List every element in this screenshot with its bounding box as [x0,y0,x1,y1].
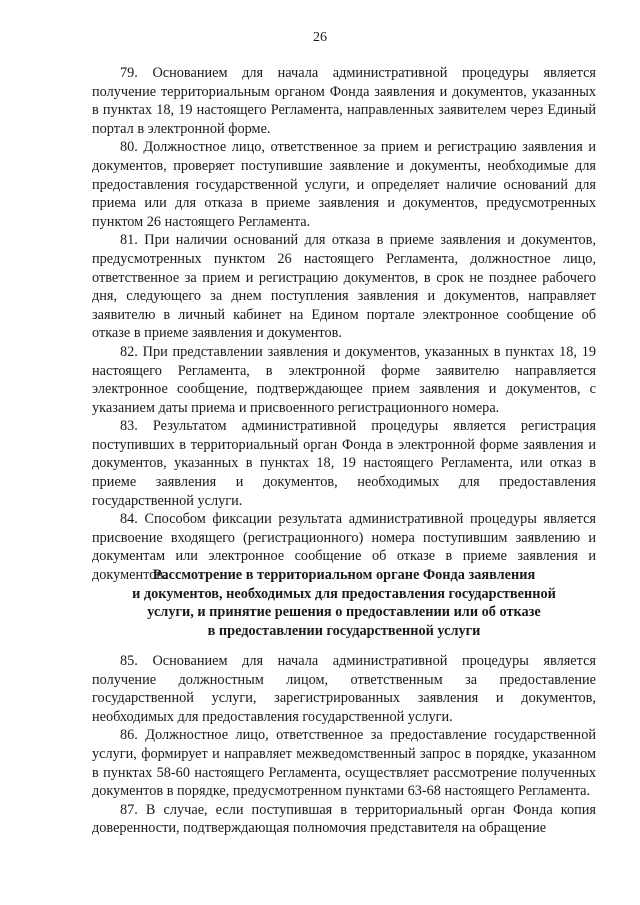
section-heading-line: Рассмотрение в территориальном органе Фонда заявления [152,567,536,583]
paragraph-79: 79. Основанием для начала административной процедуры является получение территориальным органом Фонда заявления и документов, указанных в пунктах 18, 19 настоящего Регламента, направленных заявителем через Единый портал в электронной форме. [92,65,596,137]
section-heading [92,566,596,640]
paragraph-83: 83. Результатом административной процедуры является регистрация поступивших в территориальный орган Фонда в электронной форме заявления и документов, указанных в пунктах 18, 19 настоящего Регламента, или отказ в приеме заявления и документов, необходимых для предоставления государственной услуги. [92,418,596,509]
page-number: 26 [313,30,327,45]
paragraph-85: 85. Основанием для начала административной процедуры является получение должностным лицом, ответственным за предоставление государственной услуги, зарегистрированных заявления и документов, необходимых для предоставления государственной услуги. [92,653,596,725]
paragraph-86: 86. Должностное лицо, ответственное за предоставление государственной услуги, формирует и направляет межведомственный запрос в порядке, указанном в пунктах 58-60 настоящего Регламента, осуществляет рассмотрение полученных документов в порядке, предусмотренном пунктами 63-68 настоящего Регламента. [92,727,596,800]
paragraph-81: 81. При наличии оснований для отказа в приеме заявления и документов, предусмотренных пунктом 26 настоящего Регламента, должностное лицо, ответственное за прием и регистрацию документов, в срок не позднее рабочего дня, следующего за днем поступления заявления и документов, направляет заявителю в личный кабинет на Едином портале электронное сообщение об отказе в приеме заявления и документов. [92,232,596,342]
section-heading-line: в предоставлении государственной услуги [207,622,481,639]
section-heading-line: и документов, необходимых для предоставления государственной [132,585,556,602]
body-text-top [92,64,596,585]
paragraph-82: 82. При представлении заявления и документов, указанных в пунктах 18, 19 настоящего Регламента, в электронной форме заявителю направляется электронное сообщение, подтверждающее прием заявления и документов, с указанием даты приема и присвоенного регистрационного номера. [92,343,596,416]
body-text-bottom [92,652,596,838]
paragraph-80: 80. Должностное лицо, ответственное за прием и регистрацию заявления и документов, проверяет поступившие заявление и документы, необходимые для предоставления государственной услуги, и определяет наличие оснований для приема или для отказа в приеме заявления и документов, предусмотренных пунктом 26 настоящего Регламента. [92,139,596,230]
section-heading-line: услуги, и принятие решения о предоставлении или об отказе [147,604,541,621]
paragraph-84: 84. Способом фиксации результата административной процедуры является присвоение входящего (регистрационного) номера поступившим заявлению и документам или электронное сообщение об отказе в приеме заявления и документов. [92,511,596,584]
paragraph-87: 87. В случае, если поступившая в территориальный орган Фонда копия доверенности, подтверждающая полномочия представителя на обращение [92,801,596,837]
